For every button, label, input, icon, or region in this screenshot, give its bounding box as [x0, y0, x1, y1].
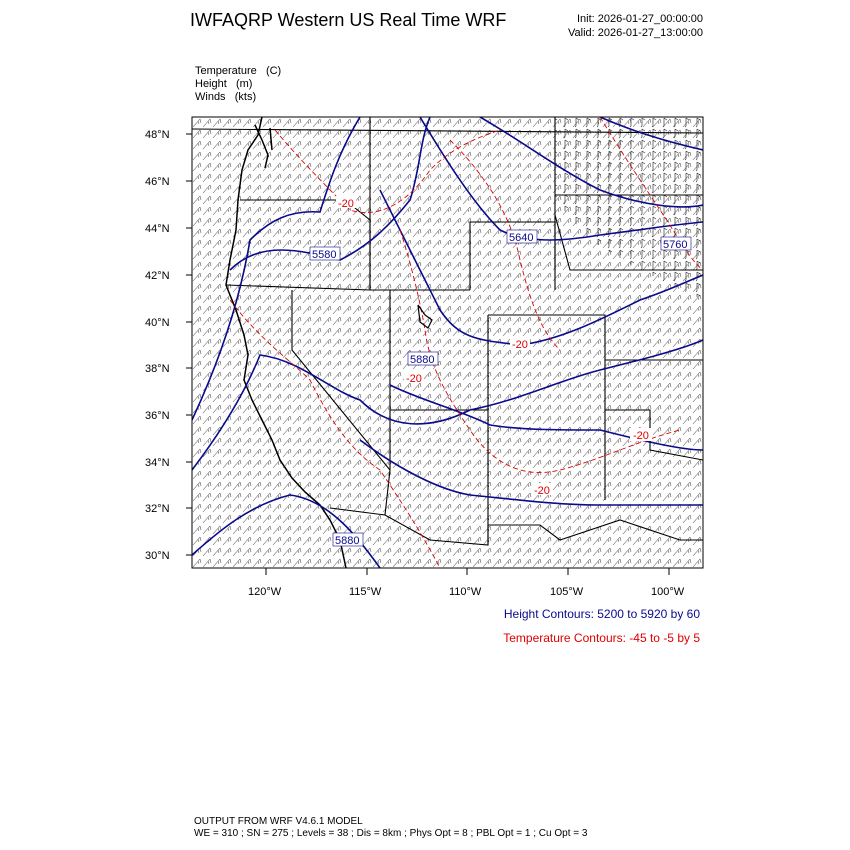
temperature-contour-label: -20	[534, 485, 550, 497]
lat-tick-40	[145, 317, 192, 329]
lat-tick-36	[145, 410, 192, 422]
svg-text:36°N: 36°N	[145, 410, 170, 422]
valid-time: Valid: 2026-01-27_13:00:00	[568, 27, 703, 39]
temp-label-b	[404, 371, 424, 385]
height-label-5880-c	[630, 428, 652, 442]
height-contour-label: 5580	[312, 249, 337, 261]
height-contour-label: 5880	[410, 354, 435, 366]
height-label-5640	[507, 230, 537, 244]
lon-tick-110	[449, 568, 482, 598]
lat-tick-38	[145, 363, 192, 375]
map-plot-area	[192, 117, 703, 568]
svg-text:120°W: 120°W	[248, 586, 282, 598]
lat-tick-46	[145, 176, 192, 188]
lon-tick-100	[651, 568, 685, 598]
height-contour-label: 5640	[509, 232, 534, 244]
svg-text:115°W: 115°W	[349, 586, 382, 598]
lat-tick-34	[145, 457, 192, 469]
svg-text:30°N: 30°N	[145, 550, 170, 562]
field-winds-unit: (kts)	[234, 91, 257, 103]
height-contour-label: 5760	[663, 239, 688, 251]
model-footer-line2: WE = 310 ; SN = 275 ; Levels = 38 ; Dis = 8km ; Phys Opt = 8 ; PBL Opt = 1 ; Cu Opt = 3	[194, 828, 588, 839]
temperature-contours-legend: Temperature Contours: -45 to -5 by 5	[503, 631, 700, 645]
field-temperature-unit: (C)	[265, 65, 282, 77]
longitude-axis	[248, 568, 685, 598]
lon-tick-105	[550, 568, 584, 598]
svg-text:48°N: 48°N	[145, 129, 170, 141]
lat-tick-48	[145, 129, 192, 141]
temp-label-d	[532, 483, 552, 497]
latitude-axis	[145, 129, 192, 562]
height-label-5580	[310, 247, 340, 261]
svg-text:46°N: 46°N	[145, 176, 170, 188]
field-height-label: Height	[195, 78, 227, 90]
temperature-contour-label: -20	[512, 339, 528, 351]
temperature-contour-label: -20	[633, 430, 649, 442]
temperature-contour-label: -20	[406, 373, 422, 385]
svg-text:105°W: 105°W	[550, 586, 584, 598]
temp-label-c	[510, 337, 530, 351]
lon-tick-120	[248, 568, 282, 598]
field-winds-label: Winds	[195, 91, 226, 103]
init-time: Init: 2026-01-27_00:00:00	[577, 13, 703, 25]
height-label-5880-a	[408, 352, 438, 366]
lat-tick-44	[145, 223, 192, 235]
svg-text:110°W: 110°W	[449, 586, 482, 598]
height-contour-label: 5880	[335, 535, 360, 547]
svg-text:44°N: 44°N	[145, 223, 170, 235]
field-height-unit: (m)	[235, 78, 253, 90]
model-footer-line1: OUTPUT FROM WRF V4.6.1 MODEL	[194, 816, 363, 827]
svg-text:34°N: 34°N	[145, 457, 170, 469]
svg-text:42°N: 42°N	[145, 270, 170, 282]
temp-label-a	[336, 196, 356, 210]
lat-tick-30	[145, 550, 192, 562]
height-contours-legend: Height Contours: 5200 to 5920 by 60	[503, 607, 700, 621]
height-label-5760	[661, 237, 691, 251]
chart-title: IWFAQRP Western US Real Time WRF	[190, 10, 507, 30]
temperature-contour-label: -20	[338, 198, 354, 210]
svg-text:38°N: 38°N	[145, 363, 170, 375]
svg-text:40°N: 40°N	[145, 317, 170, 329]
svg-text:32°N: 32°N	[145, 503, 170, 515]
lat-tick-32	[145, 503, 192, 515]
height-label-5880-b	[333, 533, 363, 547]
lon-tick-115	[349, 568, 382, 598]
field-temperature-label: Temperature	[195, 65, 257, 77]
svg-text:100°W: 100°W	[651, 586, 685, 598]
lat-tick-42	[145, 270, 192, 282]
